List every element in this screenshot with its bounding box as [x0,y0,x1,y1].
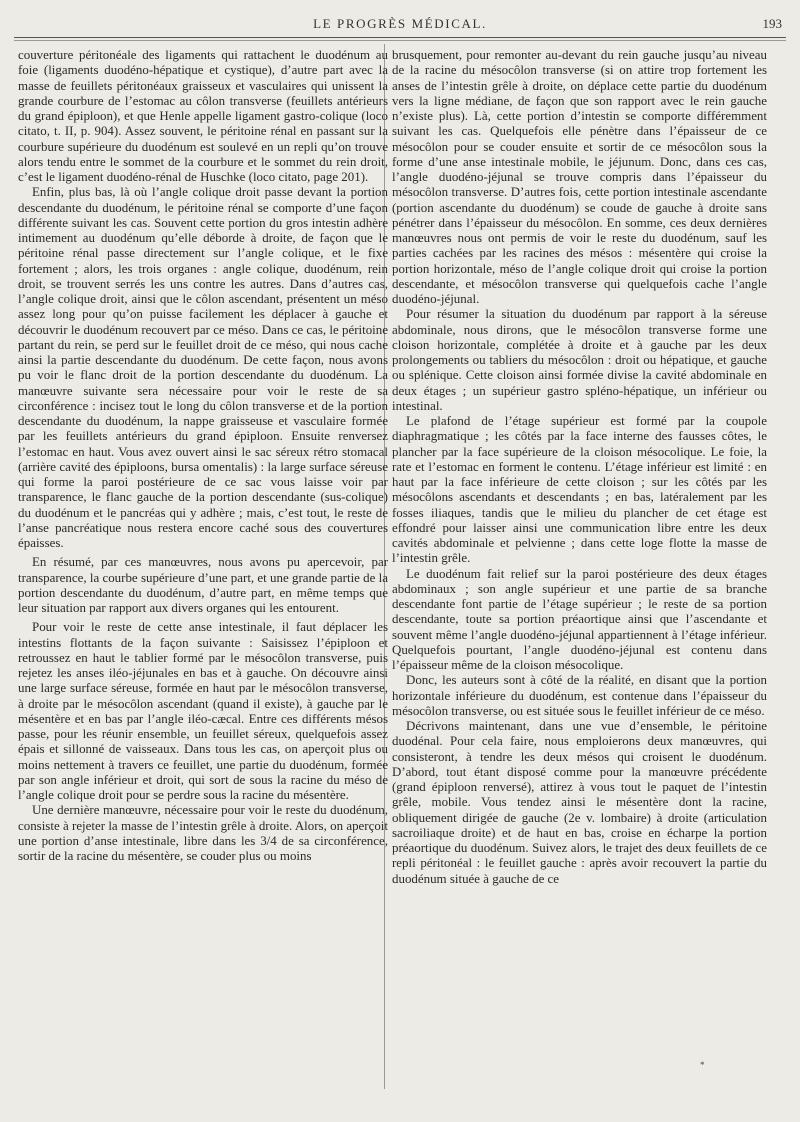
paragraph: Décrivons maintenant, dans une vue d’ensemble, le péritoine duodénal. Pour cela faire, nous emploierons deux manœuvres, qui consisteront, à tendre les deux mésos qui croisent le duodénum. D’abord, tout étant disposé comme pour la manœuvre précédente (grand épiploon renversé), attirez à vous tout le paquet de l’intestin grêle, mobile. Vous tendez ainsi le mésentère dont la racine, obliquement dirigée de gauche (2e v. lombaire) à droite (articulation sacroiliaque droite) et de haut en bas, croise en écharpe la portion préaortique du duodénum. Suivez alors, le trajet des deux feuillets de ce repli péritonéal : le feuillet gauche : après avoir recouvert la partie du duodénum située à gauche de ce [392,718,767,886]
running-title: LE PROGRÈS MÉDICAL. [313,16,487,31]
paragraph: Pour résumer la situation du duodénum par rapport à la séreuse abdominale, nous dirons, que le mésocôlon transverse forme une cloison horizontale, complétée à droite et à gauche par les deux prolongements ou tabliers du mésocôlon : droit ou hépatique, et gauche ou splénique. Cette cloison ainsi formée divise la cavité abdominale en deux étages ; un supérieur gastro spléno-hépatique, un inférieur ou intestinal. [392,306,767,413]
footnote-marker: * [700,1060,705,1070]
right-column [392,47,767,886]
paragraph: En résumé, par ces manœuvres, nous avons pu apercevoir, par transparence, la courbe supérieure d’une part, et une grande partie de la portion descendante du duodénum, d’autre part, en même temps que leur situation par rapport aux divers organes qui les entourent. [18,554,388,615]
paragraph: Le duodénum fait relief sur la paroi postérieure des deux étages abdominaux ; son angle supérieur et une partie de sa branche descendante font partie de l’étage supérieur ; le reste de sa portion descendante, toute sa portion préaortique ainsi que l’ascendante et souvent même l’angle duodéno-jéjunal appartiennent à l’étage inférieur. Quelquefois pourtant, l’angle duodéno-jéjunal est contenu dans l’épaisseur même de la cloison mésocolique. [392,565,767,672]
paragraph: Une dernière manœuvre, nécessaire pour voir le reste du duodénum, consiste à rejeter la masse de l’intestin grêle à droite. Alors, on aperçoit une portion d’anse intestinale, libre dans les 3/4 de sa circonférence, sortir de la racine du mésentère, se couder plus ou moins [18,802,388,863]
page-number: 193 [762,16,782,31]
header-rule-secondary [14,40,786,41]
paragraph: Donc, les auteurs sont à côté de la réalité, en disant que la portion horizontale inférieure du duodénum, est contenue dans l’épaisseur du mésocôlon transverse, ou est située sous le feuillet inférieur de ce méso. [392,672,767,718]
paragraph: Pour voir le reste de cette anse intestinale, il faut déplacer les intestins flottants de la façon suivante : Saisissez l’épiploon et retroussez en haut le tablier formé par le mésocôlon transverse, puis rejetez les anses iléo-jéjunales en bas et à gauche. On découvre ainsi une large surface séreuse, formée en haut par le mésocôlon transverse, à droite par le mésocôlon ascendant (quand il existe), à gauche par le mésentère et en bas par l’angle iléo-cæcal. Entre ces différents mésos passe, pour les réunir ensemble, un feuillet séreux, quelquefois assez épais et sillonné de vaisseaux. Dans tous les cas, on aperçoit plus ou moins nettement à travers ce feuillet, une partie du duodénum, formée par son angle inférieur et droit, qui sort de sous la racine du méso de l’angle colique droit pour se perdre sous la racine du mésentère. [18,619,388,802]
header-rule [14,37,786,38]
paragraph: brusquement, pour remonter au-devant du rein gauche jusqu’au niveau de la racine du mésocôlon transverse (si on attire trop fortement les anses de l’intestin grêle à droite, on déplace cette partie du duodénum vers la ligne médiane, de façon que son rapport avec le rein gauche n’existe plus). Là, cette portion d’intestin se comporte différemment suivant les cas. Quelquefois elle pénètre dans l’épaisseur de ce mésocôlon pour se couder ensuite et sortir de ce mésocôlon sous la forme d’une anse intestinale mobile, le jéjunum. Donc, dans ces cas, l’angle duodéno-jéjunal se trouve compris dans l’épaisseur du mésocôlon transverse. D’autres fois, cette portion intestinale ascendante (portion ascendante du duodénum) se coude de gauche à droite sans pénétrer dans l’épaisseur du mésocôlon. En somme, ces deux dernières manœuvres nous ont permis de voir le reste du duodénum, sauf les parties cachées par les racines des mésos : mésentère qui croise la portion horizontale, méso de l’angle colique droit qui croise la portion descendante, et mésocôlon transverse qui quelquefois cache l’angle duodéno-jéjunal. [392,47,767,306]
paragraph: Le plafond de l’étage supérieur est formé par la coupole diaphragmatique ; les côtés par la face interne des fausses côtes, le plancher par la face supérieure de la cloison mésocolique. Le foie, la rate et l’estomac en forment le contenu. L’étage inférieur est limité : en haut par la face inférieure de cette cloison ; sur les côtés par les mésocôlons ascendants et descendants ; en bas, latéralement par les fosses iliaques, tandis que le milieu du plancher de cet étage est effondré pour laisser ainsi une communication libre entre les deux cavités abdominale et pelvienne ; dans cette loge flotte la masse de l’intestin grêle. [392,413,767,566]
paragraph: Enfin, plus bas, là où l’angle colique droit passe devant la portion descendante du duodénum, le péritoine rénal se comporte d’une façon différente suivant les cas. Souvent cette portion du gros intestin adhère intimement au duodénum qu’elle déborde à droite, de façon que le péritoine rénal passe directement sur l’angle colique, et le fixe fortement ; alors, les trois organes : angle colique, duodénum, rein droit, se trouvent serrés les uns contre les autres. Dans d’autres cas, l’angle colique droit, ainsi que le côlon ascendant, présentent un méso assez long pour qu’on puisse facilement les déplacer à gauche et découvrir le duodénum recouvert par ce méso. Dans ce cas, le péritoine partant du rein, se perd sur le feuillet droit de ce méso, qui nous cache ainsi la partie descendante du duodénum. De cette façon, nous avons pu voir le flanc droit de la portion descendante du duodénum. La manœuvre suivante sera nécessaire pour voir le reste de sa circonférence : incisez tout le long du côlon transverse et de la portion descendante du duodénum, la nappe graisseuse et vasculaire formée par les feuillets antérieurs du grand épiploon. Ensuite renversez l’estomac en haut. Vous avez ouvert ainsi le sac séreux rétro stomacal (arrière cavité des épiploons, bursa omentalis) : la large surface séreuse qui forme la paroi postérieure de ce sac vous laisse voir par transparence, le flanc gauche de la portion descendante (sus-colique) du duodénum et le pancréas qui y adhère ; mais, c’est tout, le reste de l’anse pancréatique nous restera encore caché sous des couvertures épaisses. [18,184,388,550]
paragraph: couverture péritonéale des ligaments qui rattachent le duodénum au foie (ligaments duodéno-hépatique et cystique), d’autre part avec la masse de feuillets péritonéaux graisseux et vasculaires qui unissent la grande courbure de l’estomac au côlon transverse (feuillets antérieurs du grand épiploon), et que Henle appelle ligament gastro-colique (loco citato, t. II, p. 904). Assez souvent, le péritoine rénal en passant sur la courbure supérieure du duodénum est soulevé en un repli qu’on trouve alors tendu entre le sommet de la courbure et le sommet du rein droit, c’est le ligament duodéno-rénal de Huschke (loco citato, page 201). [18,47,388,184]
page-header [0,0,800,40]
left-column [18,47,388,863]
